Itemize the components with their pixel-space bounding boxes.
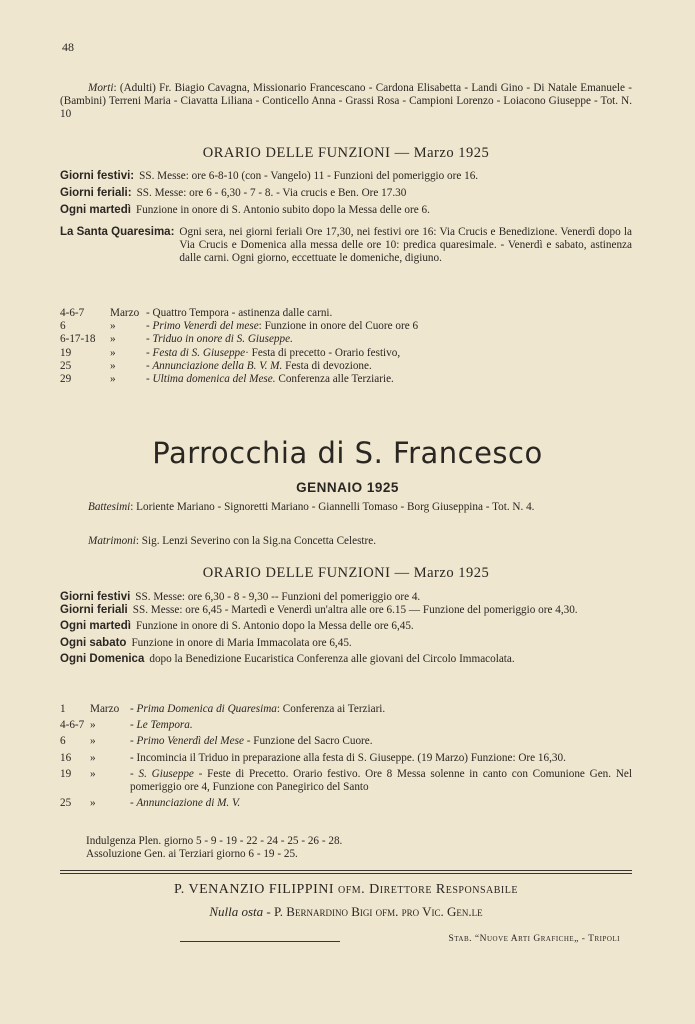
footer-director: P. VENANZIO FILIPPINI ofm. Direttore Responsabile (174, 882, 518, 897)
cal-text: - Funzione del Sacro Cuore. (243, 735, 373, 748)
orario-entry (60, 620, 632, 633)
entry-label: La Santa Quaresima: (60, 225, 175, 238)
calendar-row (60, 752, 632, 765)
cal-text: · Festa di precetto - Orario festivo, (245, 346, 401, 359)
cal-day: 6 (60, 735, 66, 748)
orario-entry (60, 204, 632, 217)
orario-entries-parish (60, 591, 632, 666)
calendar-top (60, 307, 632, 386)
entry-label: Ogni sabato (60, 636, 127, 649)
morti-paragraph (60, 82, 632, 122)
calendar-row (60, 307, 632, 320)
calendar-row (60, 719, 632, 732)
cal-feast: - Annunciazione di M. V. (130, 797, 241, 810)
indulgenza-block (60, 835, 632, 861)
cal-month: » (90, 719, 96, 732)
cal-text: Festa di devozione. (282, 359, 372, 372)
calendar-row (60, 373, 632, 386)
cal-month: » (110, 373, 116, 386)
entry-text: Funzione in onore di S. Antonio dopo la Messa delle ore 6,45. (135, 620, 414, 633)
nulla-osta-text: - P. Bernardino Bigi ofm. pro Vic. Gen.le (263, 904, 483, 919)
entry-text: SS. Messe: ore 6,30 - 8 - 9,30 -- Funzioni del pomeriggio ore 4. (135, 591, 421, 603)
cal-text: : Conferenza ai Terziari. (276, 703, 386, 715)
cal-month: Marzo (90, 703, 120, 715)
cal-month: » (90, 751, 96, 764)
cal-day: 4-6-7 (60, 719, 85, 732)
cal-month: » (90, 767, 96, 780)
orario-entry (60, 187, 632, 200)
cal-feast: - Prima Domenica di Quaresima (130, 703, 277, 715)
orario-title-top: ORARIO DELLE FUNZIONI — Marzo 1925 (202, 145, 490, 161)
entry-text: SS. Messe: ore 6 - 6,30 - 7 - 8. - Via crucis e Ben. Ore 17.30 (136, 187, 407, 200)
calendar-row (60, 320, 632, 333)
cal-day: 25 (60, 797, 72, 810)
cal-feast: - Primo Venerdì del mese (146, 320, 259, 333)
morti-label: Morti (88, 82, 114, 94)
footer-short-rule (180, 941, 340, 942)
orario-entry (60, 170, 632, 183)
entry-label: Giorni feriali: (60, 187, 132, 200)
cal-month: » (90, 797, 96, 810)
matrimoni-text: : Sig. Lenzi Severino con la Sig.na Concetta Celestre. (135, 535, 377, 547)
cal-text: : Funzione in onore del Cuore ore 6 (258, 320, 419, 333)
cal-month: » (110, 320, 116, 333)
battesimi-paragraph (60, 501, 632, 514)
entry-label: Giorni festivi (60, 591, 131, 603)
orario-entries-top (60, 170, 632, 265)
assoluzione-line: Assoluzione Gen. ai Terziari giorno 6 - 19 - 25. (86, 848, 298, 861)
cal-day: 25 (60, 359, 72, 372)
cal-feast: - Festa di S. Giuseppe (146, 346, 246, 359)
entry-text: dopo la Benedizione Eucaristica Conferenza alle giovani del Circolo Immacolata. (149, 652, 515, 665)
cal-day: 16 (60, 751, 72, 764)
cal-day: 29 (60, 373, 72, 386)
parish-title: Parrocchia di S. Francesco (152, 436, 543, 470)
footer-rule-top (60, 870, 632, 871)
entry-text: SS. Messe: ore 6-8-10 (con - Vangelo) 11 - Funzioni del pomeriggio ore 16. (139, 170, 479, 182)
cal-month: Marzo (110, 307, 140, 319)
entry-text: Funzione in onore di Maria Immacolata ore 6,45. (131, 636, 352, 649)
cal-feast: - Triduo in onore di S. Giuseppe. (146, 333, 293, 346)
cal-text: Conferenza alle Terziarie. (275, 373, 394, 386)
battesimi-label: Battesimi (88, 501, 131, 513)
cal-feast: - Le Tempora. (130, 719, 193, 732)
footer-rule-top-2 (60, 873, 632, 874)
cal-feast: - S. Giuseppe (130, 767, 194, 780)
calendar-row (60, 333, 632, 346)
page-number: 48 (62, 40, 74, 54)
calendar-row (60, 797, 632, 810)
indulgenza-line: Indulgenza Plen. giorno 5 - 9 - 19 - 22 - 24 - 25 - 26 - 28. (86, 835, 343, 847)
battesimi-text: : Loriente Mariano - Signoretti Mariano - Giannelli Tomaso - Borg Giuseppina - Tot. N. 4. (130, 501, 535, 513)
orario-entry (60, 637, 632, 650)
cal-feast: - Primo Venerdì del Mese (130, 735, 244, 748)
orario-entry (60, 591, 632, 604)
orario-entry (60, 604, 632, 617)
cal-text: - Quattro Tempora - astinenza dalle carni. (146, 307, 333, 319)
footer-printer: Stab. “Nuove Arti Grafiche„ - Tripoli (448, 934, 620, 944)
cal-day: 19 (60, 767, 72, 780)
cal-text: - Incomincia il Triduo in preparazione alla festa di S. Giuseppe. (19 Marzo) Funzione: Ore 16,30. (130, 751, 566, 764)
calendar-row (60, 347, 632, 360)
cal-text: - Feste di Precetto. Orario festivo. Ore 8 Messa solenne in canto con Comunione Gen. Nel pomeriggio ore 4, Funzione con Panegirico del Santo (130, 767, 632, 794)
cal-day: 6-17-18 (60, 333, 96, 346)
matrimoni-paragraph (60, 535, 632, 548)
cal-month: » (110, 346, 116, 359)
calendar-row (60, 703, 632, 716)
cal-feast: - Annunciazione della B. V. M. (146, 359, 283, 372)
entry-label: Ogni martedì (60, 620, 131, 633)
orario-entry (60, 226, 632, 266)
cal-day: 1 (60, 703, 66, 715)
orario-title-parish: ORARIO DELLE FUNZIONI — Marzo 1925 (202, 565, 490, 581)
cal-day: 4-6-7 (60, 307, 85, 319)
entry-label: Ogni Domenica (60, 652, 145, 665)
calendar-row (60, 735, 632, 748)
calendar-row (60, 360, 632, 373)
cal-feast: - Ultima domenica del Mese. (146, 373, 276, 386)
entry-text: SS. Messe: ore 6,45 - Martedì e Venerdì un'altra alle ore 6.15 — Funzione del pomeriggio ore 4,30. (132, 604, 578, 617)
parish-month: GENNAIO 1925 (296, 480, 399, 495)
entry-label: Ogni martedì (60, 204, 131, 217)
entry-label: Giorni festivi: (60, 170, 135, 182)
orario-entry (60, 653, 632, 666)
cal-month: » (110, 359, 116, 372)
nulla-osta-label: Nulla osta (209, 904, 264, 919)
cal-month: » (90, 735, 96, 748)
cal-month: » (110, 333, 116, 346)
cal-day: 19 (60, 346, 72, 359)
cal-day: 6 (60, 320, 66, 333)
entry-text: Ogni sera, nei giorni feriali Ore 17,30, nei festivi ore 16: Via Crucis e Benedizione. Venerdì dopo la Via Crucis e Domenica alla messa delle ore 10: predica quaresimale. - Venerdì e sabato, astinenza dalle carni. Ogni giorno, eccettuate le domeniche, digiuno. (179, 225, 632, 265)
calendar-row (60, 768, 632, 794)
morti-text: : (Adulti) Fr. Biagio Cavagna, Missionario Francescano - Cardona Elisabetta - Landi Gino - Di Natale Emanuele - (Bambini) Terreni Maria - Ciavatta Liliana - Conticello Anna - Grassi Rosa - Campioni Lorenzo - Loiacono Giuseppe - Tot. N. 10 (60, 82, 632, 121)
entry-text: Funzione in onore di S. Antonio subito dopo la Messa delle ore 6. (135, 204, 430, 217)
calendar-parish (60, 703, 632, 810)
entry-label: Giorni feriali (60, 604, 128, 617)
matrimoni-label: Matrimoni (88, 535, 136, 547)
footer-nulla-osta (60, 904, 632, 920)
